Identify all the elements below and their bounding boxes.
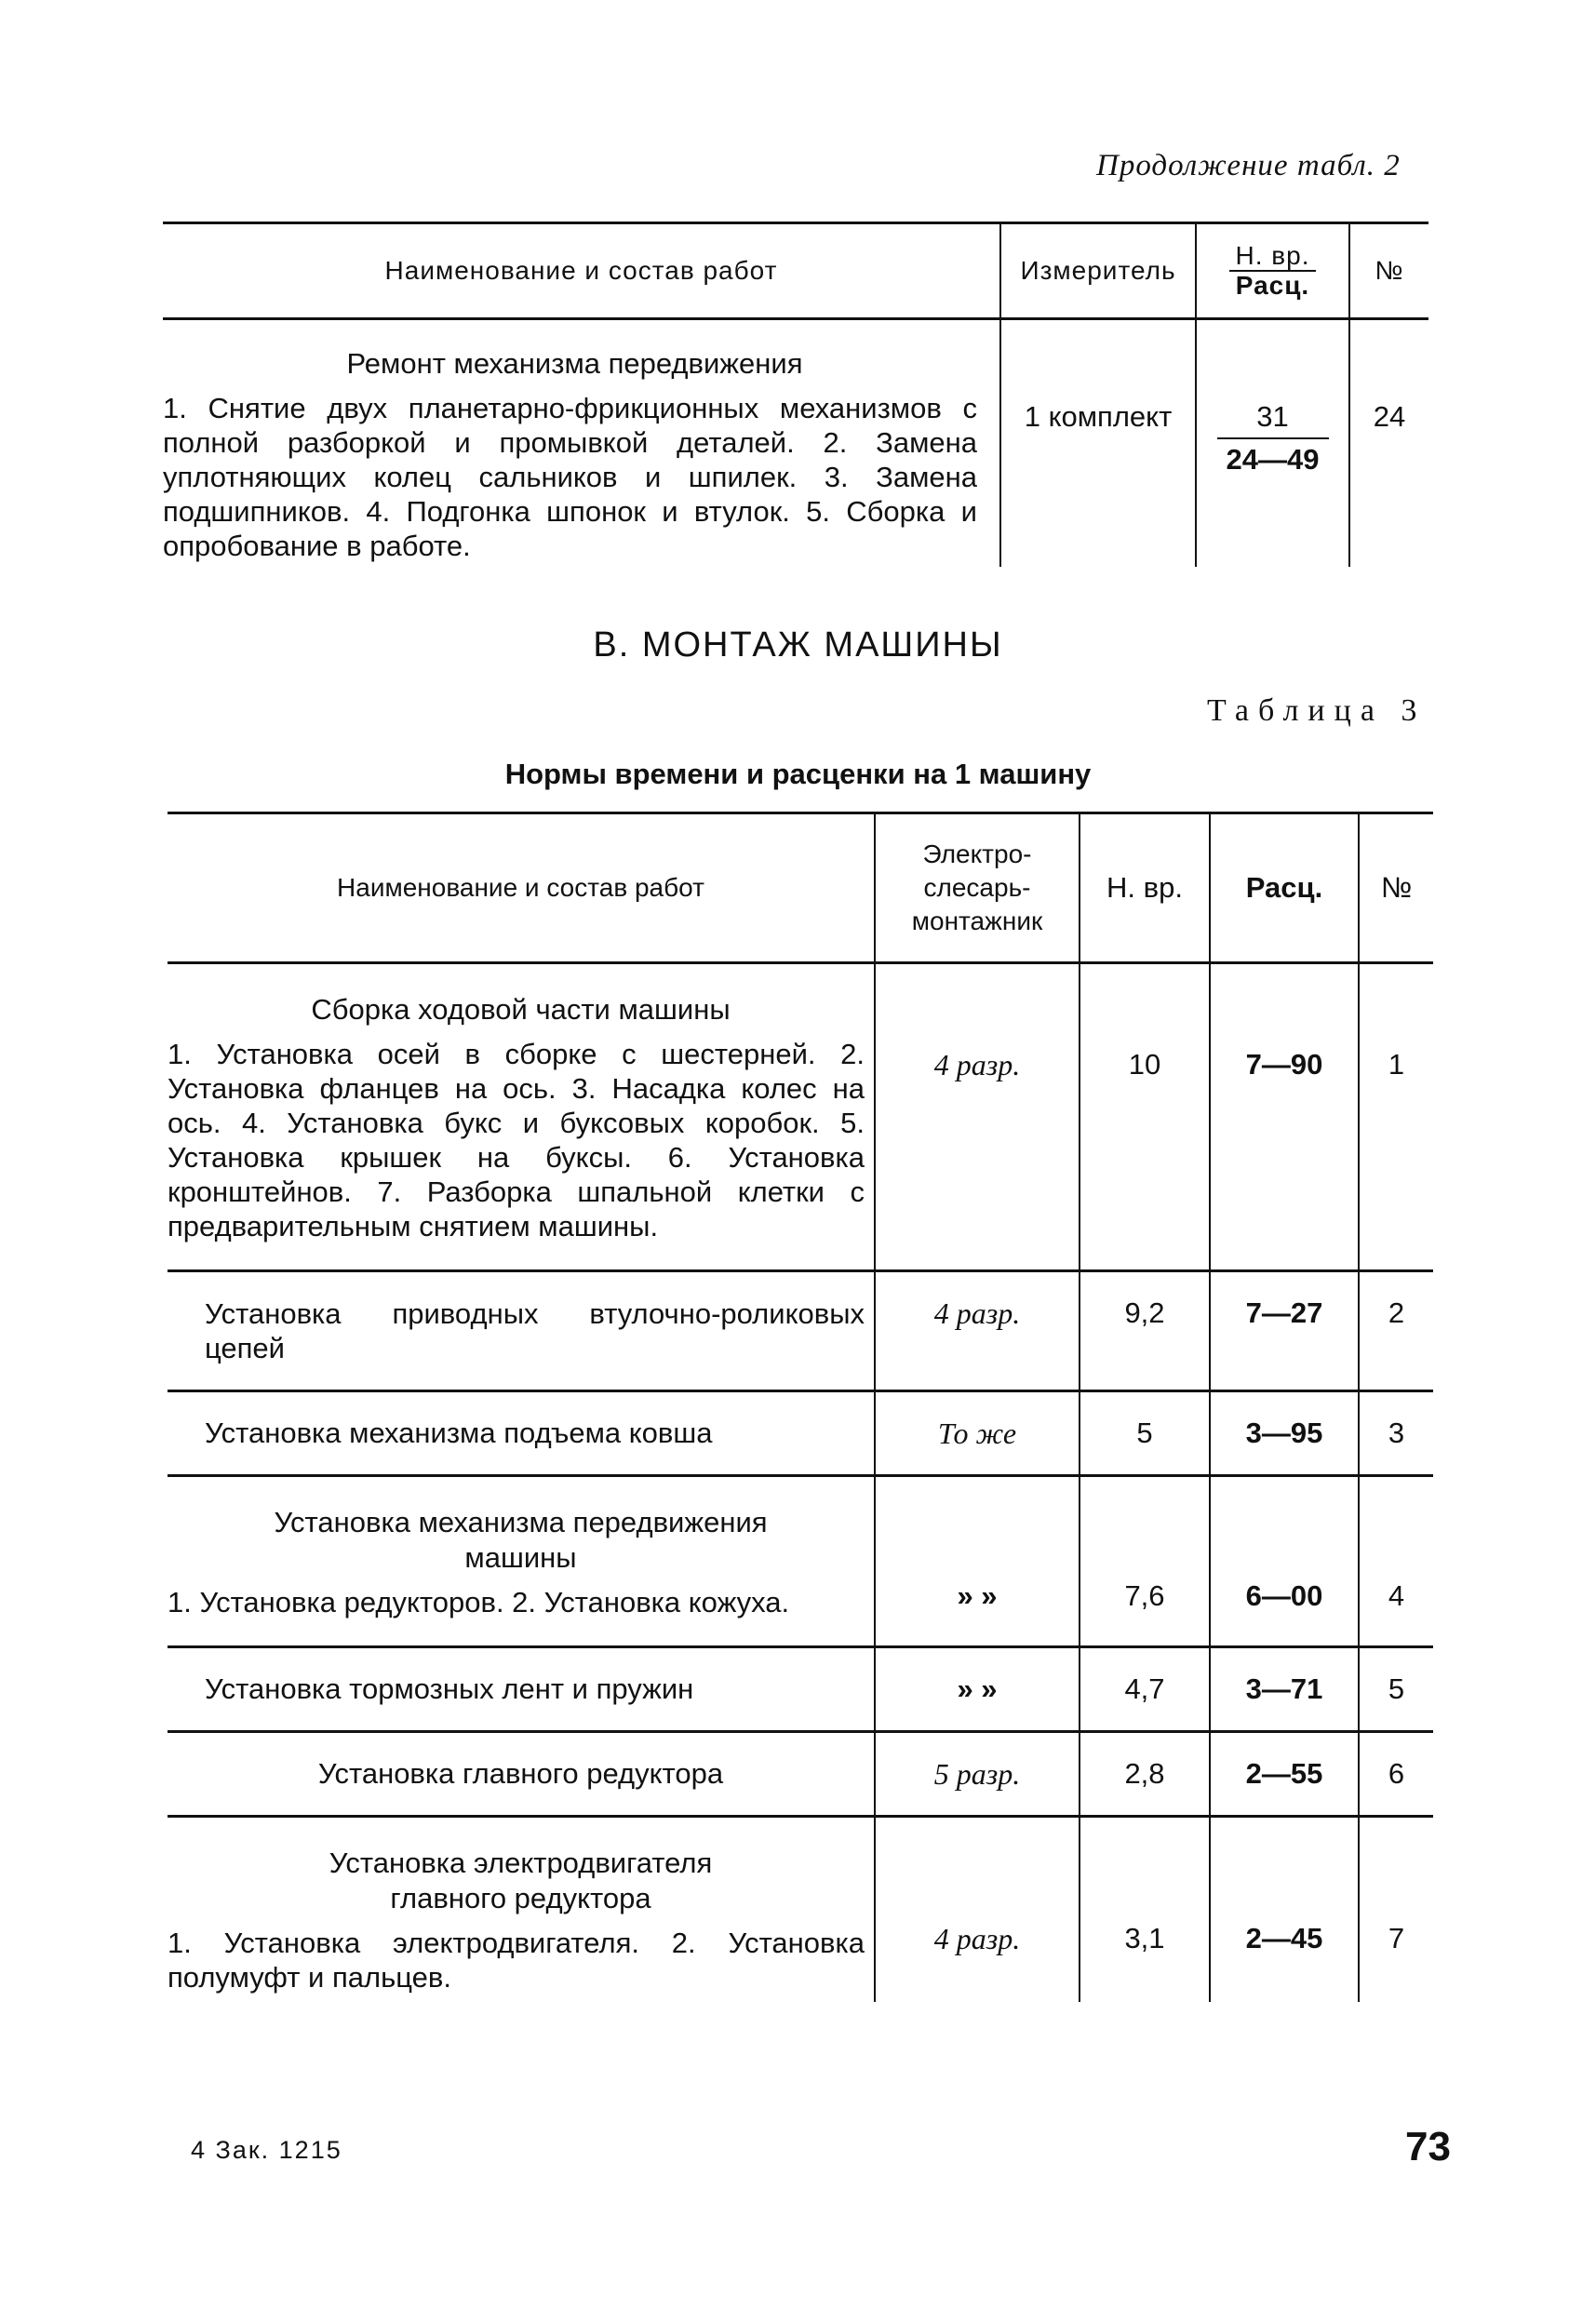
header-number: № [1349, 223, 1428, 319]
header-rate [1196, 223, 1349, 319]
number-cell: 6 [1359, 1732, 1433, 1817]
number-cell: 4 [1359, 1476, 1433, 1647]
time-cell: 5 [1080, 1391, 1210, 1476]
time-value: 31 [1217, 400, 1329, 439]
table-row [168, 1391, 1433, 1476]
work-cell [168, 1647, 875, 1732]
price-value: 24—49 [1226, 443, 1320, 476]
time-cell: 7,6 [1080, 1476, 1210, 1647]
rate-value [1217, 400, 1329, 477]
number-cell: 24 [1349, 319, 1428, 568]
work-title: Ремонт механизма передвижения [346, 347, 803, 380]
work-title: Установка электродвигателя главного редуктора [329, 1847, 713, 1914]
header-number: № [1359, 813, 1433, 963]
work-cell [168, 1476, 875, 1647]
table-3 [168, 812, 1433, 2002]
price-cell: 6—00 [1210, 1476, 1359, 1647]
table-row [163, 319, 1428, 568]
work-title: Установка механизма передвижения машины [274, 1506, 768, 1574]
time-cell: 3,1 [1080, 1817, 1210, 2003]
table-caption: Нормы времени и расценки на 1 машину [504, 758, 1092, 790]
rate-fraction [1229, 242, 1315, 300]
number-cell: 2 [1359, 1271, 1433, 1391]
work-text: Установка приводных втулочно-роликовых цепей [205, 1297, 865, 1364]
number-cell: 1 [1359, 963, 1433, 1271]
work-text: 1. Установка электродвигателя. 2. Установка полумуфт и пальцев. [168, 1927, 865, 1994]
table-number-label: Таблица 3 [1207, 693, 1427, 728]
time-cell: 2,8 [1080, 1732, 1210, 1817]
worker-cell: 4 разр. [875, 1817, 1080, 2003]
price-cell: 2—55 [1210, 1732, 1359, 1817]
work-cell [168, 1732, 875, 1817]
work-text: Установка тормозных лент и пружин [205, 1672, 694, 1705]
table-row [168, 1271, 1433, 1391]
table-row [168, 1817, 1433, 2003]
work-cell [168, 963, 875, 1271]
work-text: 1. Снятие двух планетарно-фрикционных механизмов с полной разборкой и промывкой деталей. 2. Замена уплотняющих колец сальников и шпилек. 3. Замена подшипников. 4. Подгонка шпонок и втулок. 5. Сборка и опробование в работе. [163, 392, 977, 562]
price-cell: 3—95 [1210, 1391, 1359, 1476]
print-order-note: 4 Зак. 1215 [191, 2136, 342, 2164]
work-title: Сборка ходовой части машины [311, 993, 731, 1026]
table-header-row [163, 223, 1428, 319]
price-cell: 3—71 [1210, 1647, 1359, 1732]
rate-bottom: Расц. [1235, 270, 1310, 300]
unit-cell: 1 комплект [1000, 319, 1196, 568]
header-price: Расц. [1210, 813, 1359, 963]
work-cell [168, 1817, 875, 2003]
work-text: Установка механизма подъема ковша [205, 1417, 713, 1449]
header-worker: Электро- слесарь- монтажник [875, 813, 1080, 963]
price-cell: 2—45 [1210, 1817, 1359, 2003]
worker-cell: 4 разр. [875, 963, 1080, 1271]
table-row [168, 1732, 1433, 1817]
worker-cell: » » [875, 1647, 1080, 1732]
table-2-continuation [163, 222, 1428, 567]
time-cell: 9,2 [1080, 1271, 1210, 1391]
price-cell: 7—27 [1210, 1271, 1359, 1391]
page-number: 73 [1405, 2124, 1451, 2169]
work-cell [163, 319, 1000, 568]
time-cell: 4,7 [1080, 1647, 1210, 1732]
price-cell: 7—90 [1210, 963, 1359, 1271]
section-heading: В. МОНТАЖ МАШИНЫ [593, 625, 1003, 665]
header-unit: Измеритель [1000, 223, 1196, 319]
work-text: 1. Установка редукторов. 2. Установка кожуха. [168, 1586, 790, 1618]
worker-cell: 4 разр. [875, 1271, 1080, 1391]
work-cell [168, 1391, 875, 1476]
number-cell: 5 [1359, 1647, 1433, 1732]
continuation-label: Продолжение табл. 2 [1096, 149, 1401, 182]
table-row [168, 1476, 1433, 1647]
header-name: Наименование и состав работ [168, 813, 875, 963]
table-header-row [168, 813, 1433, 963]
work-text: Установка главного редуктора [317, 1757, 724, 1790]
number-cell: 3 [1359, 1391, 1433, 1476]
header-name: Наименование и состав работ [163, 223, 1000, 319]
rate-cell [1196, 319, 1349, 568]
worker-cell: » » [875, 1476, 1080, 1647]
worker-cell: То же [875, 1391, 1080, 1476]
rate-top: Н. вр. [1229, 242, 1315, 272]
header-time: Н. вр. [1080, 813, 1210, 963]
number-cell: 7 [1359, 1817, 1433, 2003]
time-cell: 10 [1080, 963, 1210, 1271]
work-text: 1. Установка осей в сборке с шестерней. 2. Установка фланцев на ось. 3. Насадка колес на ось. 4. Установка букс и буксовых коробок. 5. Установка крышек на буксы. 6. Установка кронштейнов. 7. Разборка шпальной клетки с предварительным снятием машины. [168, 1038, 865, 1242]
work-cell [168, 1271, 875, 1391]
worker-cell: 5 разр. [875, 1732, 1080, 1817]
table-row [168, 1647, 1433, 1732]
table-row [168, 963, 1433, 1271]
